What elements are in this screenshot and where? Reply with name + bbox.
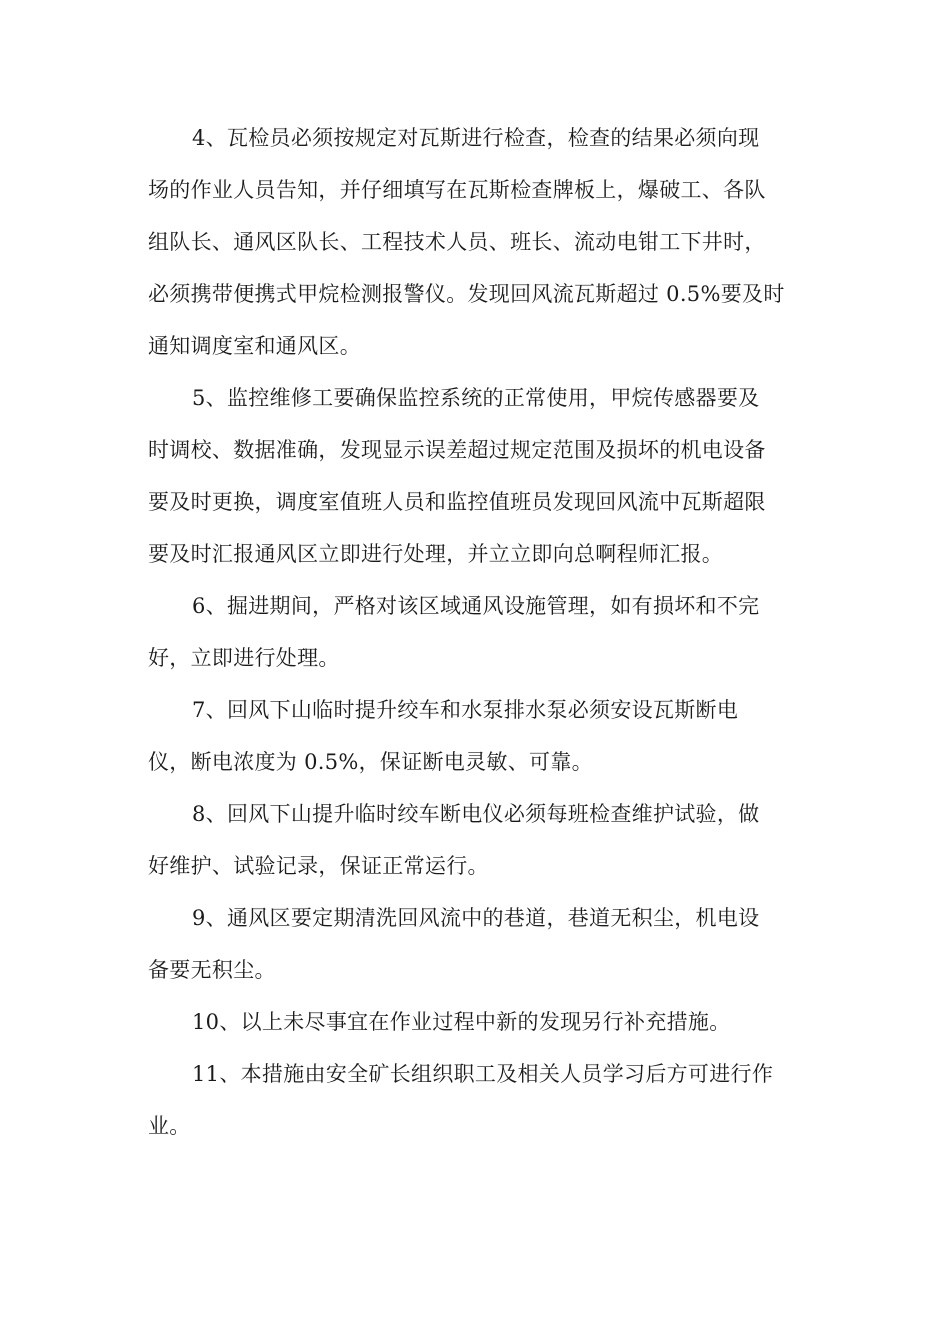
paragraph-item-10: [148, 996, 802, 1048]
text-line: 7、回风下山临时提升绞车和水泵排水泵必须安设瓦斯断电: [192, 698, 739, 722]
paragraph-item-4: [148, 112, 802, 372]
text-line: 好维护、试验记录，保证正常运行。: [148, 854, 489, 878]
text-line: 11、本措施由安全矿长组织职工及相关人员学习后方可进行作: [192, 1062, 774, 1086]
text-line: 4、瓦检员必须按规定对瓦斯进行检查，检查的结果必须向现: [192, 126, 760, 150]
text-line: 好，立即进行处理。: [148, 646, 340, 670]
text-line: 6、掘进期间，严格对该区域通风设施管理，如有损坏和不完: [192, 594, 760, 618]
text-line: 10、以上未尽事宜在作业过程中新的发现另行补充措施。: [192, 1010, 731, 1034]
text-line: 组队长、通风区队长、工程技术人员、班长、流动电钳工下井时，: [148, 230, 766, 254]
paragraph-item-8: [148, 788, 802, 892]
paragraph-item-11: [148, 1048, 802, 1152]
paragraph-item-6: [148, 580, 802, 684]
text-line: 备要无积尘。: [148, 958, 276, 982]
text-line: 仪，断电浓度为 0.5%，保证断电灵敏、可靠。: [148, 750, 593, 774]
text-line: 5、监控维修工要确保监控系统的正常使用，甲烷传感器要及: [192, 386, 760, 410]
text-line: 场的作业人员告知，并仔细填写在瓦斯检查牌板上，爆破工、各队: [148, 178, 766, 202]
text-line: 时调校、数据准确，发现显示误差超过规定范围及损坏的机电设备: [148, 438, 766, 462]
text-line: 通知调度室和通风区。: [148, 334, 361, 358]
text-line: 9、通风区要定期清洗回风流中的巷道，巷道无积尘，机电设: [192, 906, 760, 930]
text-line: 8、回风下山提升临时绞车断电仪必须每班检查维护试验，做: [192, 802, 760, 826]
paragraph-item-7: [148, 684, 802, 788]
text-line: 必须携带便携式甲烷检测报警仪。发现回风流瓦斯超过 0.5%要及时: [148, 282, 785, 306]
text-line: 要及时汇报通风区立即进行处理，并立立即向总啊程师汇报。: [148, 542, 724, 566]
text-line: 业。: [148, 1114, 191, 1138]
paragraph-item-9: [148, 892, 802, 996]
document-body: [148, 112, 802, 1152]
paragraph-item-5: [148, 372, 802, 580]
text-line: 要及时更换，调度室值班人员和监控值班员发现回风流中瓦斯超限: [148, 490, 766, 514]
